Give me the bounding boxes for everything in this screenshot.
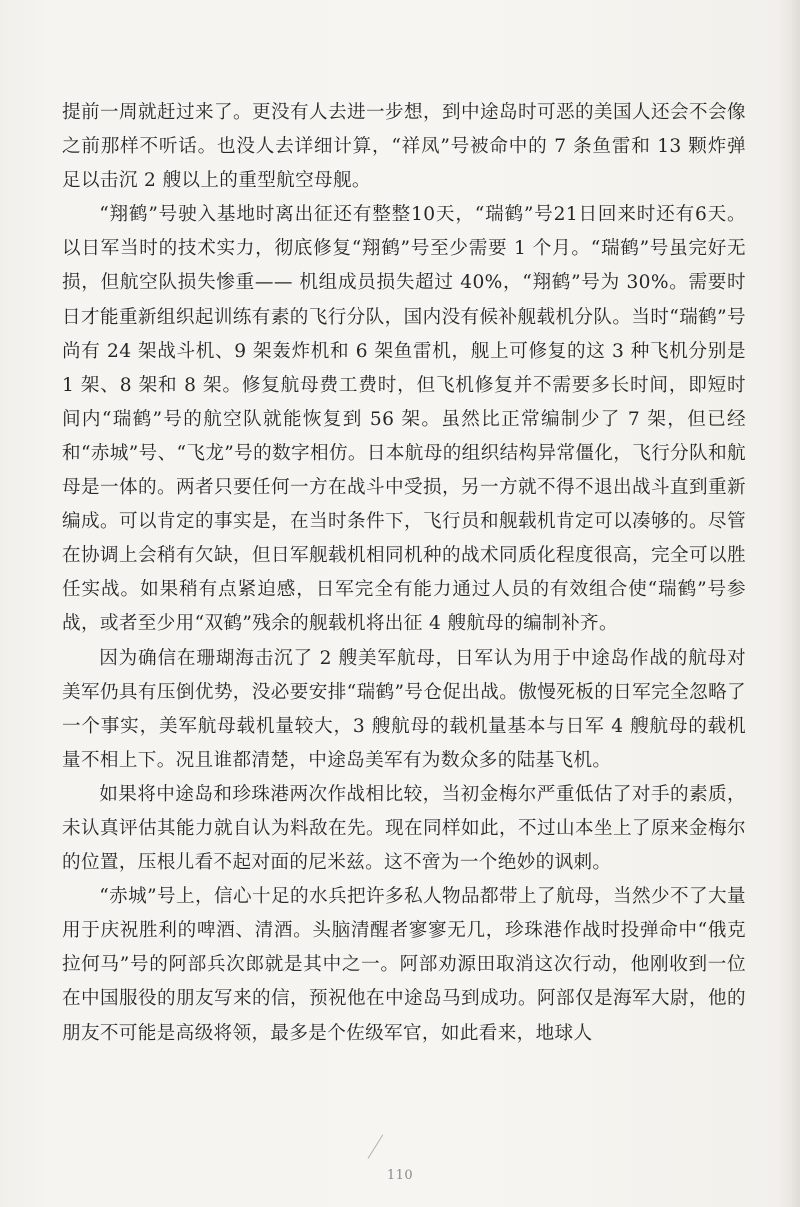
page-number: 110 <box>386 1168 414 1183</box>
page-number-ornament <box>368 1134 384 1158</box>
paragraph-3: 因为确信在珊瑚海击沉了 2 艘美军航母，日军认为用于中途岛作战的航母对美军仍具有压倒优势，没必要安排“瑞鹤”号仓促出战。傲慢死板的日军完全忽略了一个事实，美军航母载机量较大，3 艘航母的载机量基本与日军 4 艘航母的载机量不相上下。况且谁都清楚，中途岛美军有为数众多的陆基飞机。 <box>62 647 746 771</box>
page-edge-shadow <box>778 0 800 1207</box>
paragraph-4: 如果将中途岛和珍珠港两次作战相比较，当初金梅尔严重低估了对手的素质，未认真评估其能力就自认为料敌在先。现在同样如此，不过山本坐上了原来金梅尔的位置，压根儿看不起对面的尼米兹。这不啻为一个绝妙的讽刺。 <box>62 783 746 874</box>
paragraph-5: “赤城”号上，信心十足的水兵把许多私人物品都带上了航母，当然少不了大量用于庆祝胜利的啤酒、清酒。头脑清醒者寥寥无几，珍珠港作战时投弹命中“俄克拉何马”号的阿部兵次郎就是其中之一。阿部劝源田取消这次行动，他刚收到一位在中国服役的朋友写来的信，预祝他在中途岛马到成功。阿部仅是海军大尉，他的朋友不可能是高级将领，最多是个佐级军官，如此看来，地球人 <box>62 886 746 1044</box>
paragraph-1: 提前一周就赶过来了。更没有人去进一步想，到中途岛时可恶的美国人还会不会像之前那样不听话。也没人去详细计算，“祥凤”号被命中的 7 条鱼雷和 13 颗炸弹足以击沉 2 艘以上的重型航空母舰。 <box>62 102 746 192</box>
paragraph-2: “翔鹤”号驶入基地时离出征还有整整10天，“瑞鹤”号21日回来时还有6天。以日军当时的技术实力，彻底修复“翔鹤”号至少需要 1 个月。“瑞鹤”号虽完好无损，但航空队损失惨重—— 机组成员损失超过 40%，“翔鹤”号为 30%。需要时日才能重新组织起训练有素的飞行分队，国内没有候补舰载机分队。当时“瑞鹤”号尚有 24 架战斗机、9 架轰炸机和 6 架鱼雷机，舰上可修复的这 3 种飞机分别是 1 架、8 架和 8 架。修复航母费工费时，但飞机修复并不需要多长时间，即短时间内“瑞鹤”号的航空队就能恢复到 56 架。虽然比正常编制少了 7 架，但已经和“赤城”号、“飞龙”号的数字相仿。日本航母的组织结构异常僵化，飞行分队和航母是一体的。两者只要任何一方在战斗中受损，另一方就不得不退出战斗直到重新编成。可以肯定的事实是，在当时条件下，飞行员和舰载机肯定可以凑够的。尽管在协调上会稍有欠缺，但日军舰载机相同机种的战术同质化程度很高，完全可以胜任实战。如果稍有点紧迫感，日军完全有能力通过人员的有效组合使“瑞鹤”号参战，或者至少用“双鹤”残余的舰载机将出征 4 艘航母的编制补齐。 <box>62 204 746 635</box>
body-text <box>62 96 746 1051</box>
